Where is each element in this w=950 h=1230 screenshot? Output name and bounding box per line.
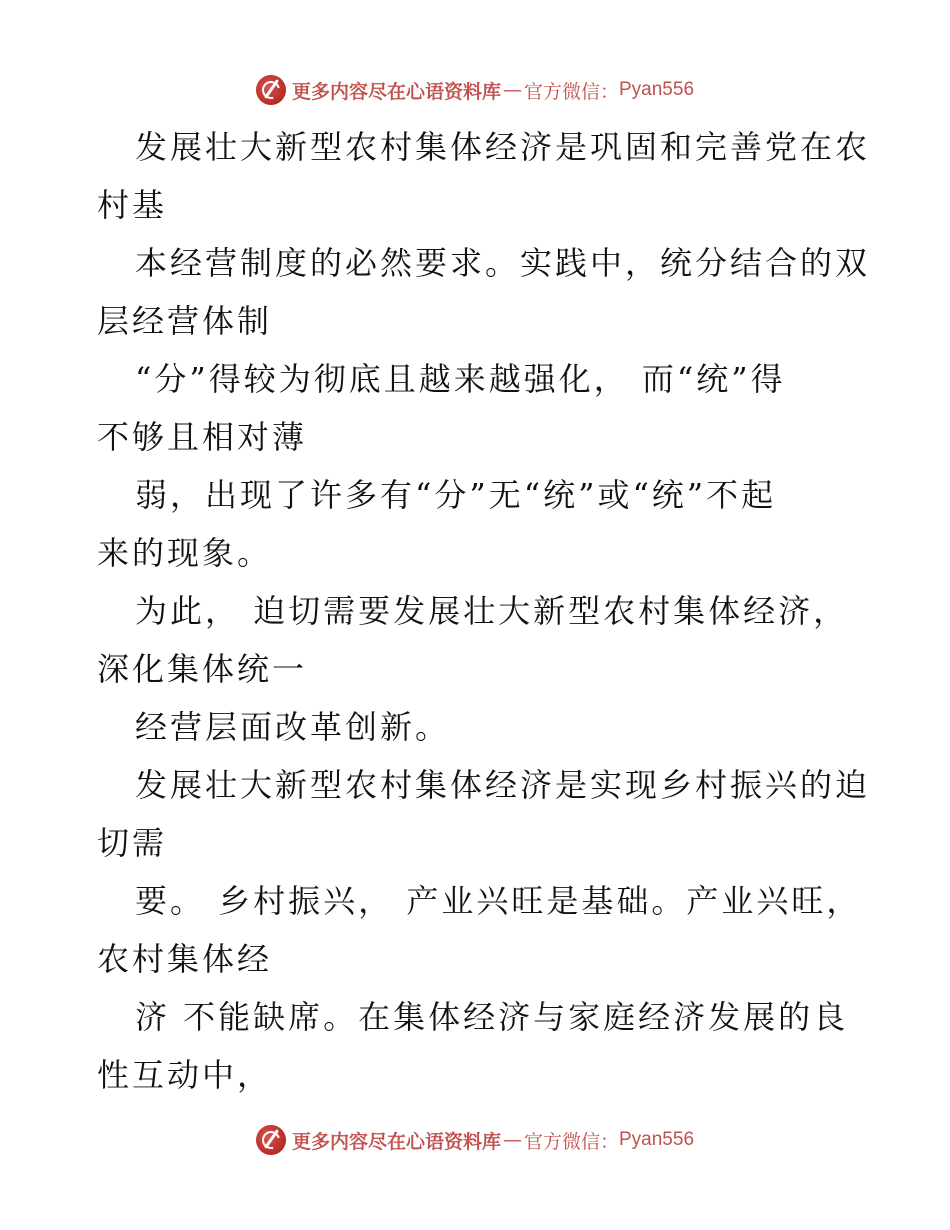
watermark-separator: —: [502, 79, 522, 101]
brand-logo-icon: [256, 1125, 286, 1155]
text-line: 要。 乡村振兴， 产业兴旺是基础。产业兴旺，: [135, 882, 862, 920]
text-line: 不够且相对薄: [97, 418, 308, 456]
text-line: 农村集体经: [97, 940, 273, 978]
text-line: 经营层面改革创新。: [135, 708, 451, 746]
text-line: 村基: [97, 186, 168, 224]
text-line: 发展壮大新型农村集体经济是实现乡村振兴的迫: [135, 766, 871, 804]
text-line: 本经营制度的必然要求。实践中，统分结合的双: [135, 244, 871, 282]
document-body: [97, 118, 871, 1104]
footer-watermark: [0, 1120, 950, 1160]
watermark-official-label: 官方微信：: [523, 1130, 619, 1153]
text-line: 为此， 迫切需要发展壮大新型农村集体经济，: [135, 592, 849, 630]
text-line: 切需: [97, 824, 168, 862]
watermark-title: 更多内容尽在心语资料库: [291, 80, 501, 103]
brand-logo-icon: [256, 75, 286, 105]
text-line: 层经营体制: [97, 302, 273, 340]
header-watermark: [0, 70, 950, 110]
text-line: 发展壮大新型农村集体经济是巩固和完善党在农: [135, 128, 871, 166]
text-line: 性互动中，: [97, 1056, 273, 1094]
watermark-title: 更多内容尽在心语资料库: [291, 1130, 501, 1153]
text-line: 深化集体统一: [97, 650, 308, 688]
text-line: 弱，出现了许多有“分”无“统”或“统”不起: [135, 476, 777, 514]
text-line: 济 不能缺席。在集体经济与家庭经济发展的良: [135, 998, 849, 1036]
watermark-wechat-id: Pyan556: [619, 79, 695, 100]
text-line: “分”得较为彻底且越来越强化， 而“统”得: [135, 360, 786, 398]
watermark-separator: —: [502, 1129, 522, 1151]
watermark-wechat-id: Pyan556: [619, 1129, 695, 1150]
watermark-official-label: 官方微信：: [523, 80, 619, 103]
text-line: 来的现象。: [97, 534, 273, 572]
